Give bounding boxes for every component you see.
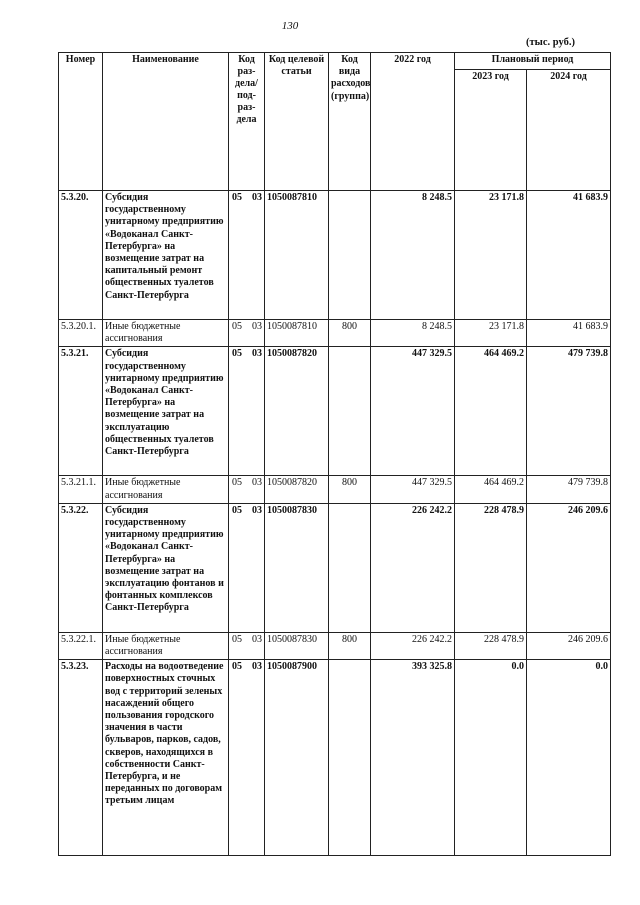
row-target: 1050087830	[265, 632, 329, 659]
row-2023: 23 171.8	[455, 191, 527, 320]
page-number: 130	[281, 20, 299, 32]
row-number: 5.3.22.	[59, 503, 103, 632]
row-number: 5.3.22.1.	[59, 632, 103, 659]
row-type	[329, 347, 371, 476]
row-name: Субсидия государственному унитарному предприятию «Водоканал Санкт-Петербурга» на возмещение затрат на капитальный ремонт общественных туалетов Санкт-Петербурга	[103, 191, 229, 320]
row-2023: 228 478.9	[455, 503, 527, 632]
table-row	[59, 503, 611, 632]
row-2022: 8 248.5	[371, 320, 455, 347]
row-number: 5.3.20.	[59, 191, 103, 320]
row-type	[329, 191, 371, 320]
row-2024: 41 683.9	[527, 320, 611, 347]
row-name: Расходы на водоотведение поверхностных сточных вод с территорий зеленых насаждений общего пользования городского значения в части бульваров, парков, садов, скверов, находящихся в собственности Санкт-Петербурга, и не переданных по договорам третьим лицам	[103, 660, 229, 856]
row-2023: 228 478.9	[455, 632, 527, 659]
row-name: Иные бюджетные ассигнования	[103, 320, 229, 347]
row-2023: 23 171.8	[455, 320, 527, 347]
header-expense-type: Код вида расходов (группа)	[329, 53, 371, 191]
row-number: 5.3.23.	[59, 660, 103, 856]
row-name: Субсидия государственному унитарному предприятию «Водоканал Санкт-Петербурга» на возмещение затрат на эксплуатацию фонтанов и фонтанных комплексов Санкт-Петербурга	[103, 503, 229, 632]
row-2024: 0.0	[527, 660, 611, 856]
row-section: 05 03	[229, 320, 265, 347]
row-section: 05 03	[229, 347, 265, 476]
row-name: Иные бюджетные ассигнования	[103, 476, 229, 503]
row-2024: 479 739.8	[527, 476, 611, 503]
header-2023: 2023 год	[455, 70, 527, 191]
header-name: Наименование	[103, 53, 229, 191]
row-type: 800	[329, 632, 371, 659]
row-type: 800	[329, 320, 371, 347]
header-section: Код раз- дела/ под- раз- дела	[229, 53, 265, 191]
row-target: 1050087900	[265, 660, 329, 856]
row-target: 1050087830	[265, 503, 329, 632]
units-label: (тыс. руб.)	[526, 37, 575, 48]
row-2023: 464 469.2	[455, 347, 527, 476]
table-row	[59, 320, 611, 347]
row-2024: 246 209.6	[527, 632, 611, 659]
table-row	[59, 632, 611, 659]
row-2023: 464 469.2	[455, 476, 527, 503]
row-target: 1050087810	[265, 320, 329, 347]
row-2022: 447 329.5	[371, 476, 455, 503]
row-2022: 393 325.8	[371, 660, 455, 856]
row-target: 1050087820	[265, 347, 329, 476]
row-target: 1050087820	[265, 476, 329, 503]
row-section: 05 03	[229, 632, 265, 659]
table-row	[59, 660, 611, 856]
row-number: 5.3.21.	[59, 347, 103, 476]
row-2024: 41 683.9	[527, 191, 611, 320]
row-2022: 8 248.5	[371, 191, 455, 320]
header-2022: 2022 год	[371, 53, 455, 191]
row-2022: 447 329.5	[371, 347, 455, 476]
row-type	[329, 503, 371, 632]
budget-table	[58, 52, 611, 856]
header-number: Номер	[59, 53, 103, 191]
row-section: 05 03	[229, 191, 265, 320]
table-row	[59, 476, 611, 503]
table-row	[59, 347, 611, 476]
row-2022: 226 242.2	[371, 632, 455, 659]
row-2023: 0.0	[455, 660, 527, 856]
row-number: 5.3.20.1.	[59, 320, 103, 347]
row-2024: 246 209.6	[527, 503, 611, 632]
row-section: 05 03	[229, 476, 265, 503]
row-section: 05 03	[229, 503, 265, 632]
row-2022: 226 242.2	[371, 503, 455, 632]
header-planned-period: Плановый период	[455, 53, 611, 70]
table-row	[59, 191, 611, 320]
row-type	[329, 660, 371, 856]
row-type: 800	[329, 476, 371, 503]
row-section: 05 03	[229, 660, 265, 856]
row-2024: 479 739.8	[527, 347, 611, 476]
row-name: Иные бюджетные ассигнования	[103, 632, 229, 659]
row-name: Субсидия государственному унитарному предприятию «Водоканал Санкт-Петербурга» на возмещение затрат на эксплуатацию общественных туалетов Санкт-Петербурга	[103, 347, 229, 476]
row-target: 1050087810	[265, 191, 329, 320]
header-target: Код целевой статьи	[265, 53, 329, 191]
row-number: 5.3.21.1.	[59, 476, 103, 503]
header-2024: 2024 год	[527, 70, 611, 191]
